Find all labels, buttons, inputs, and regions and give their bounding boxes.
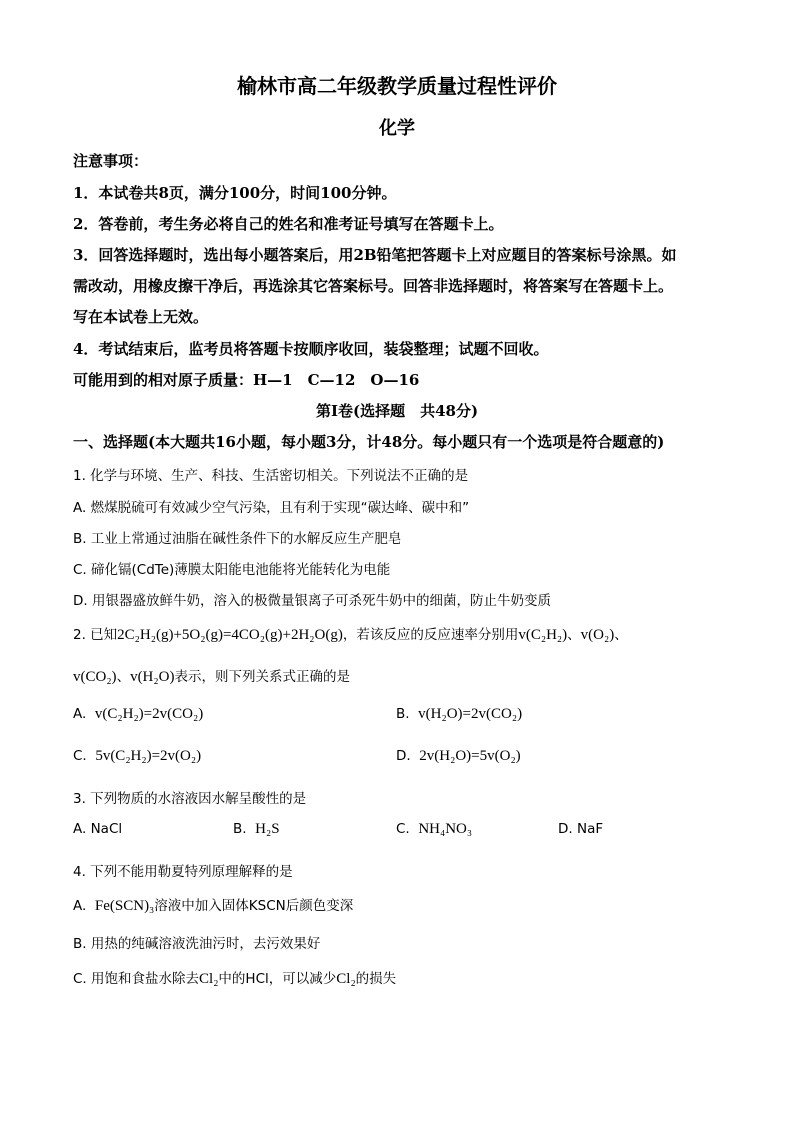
exam-title: 榆林市高二年级教学质量过程性评价 [237, 74, 557, 98]
notice-item-1: 1．本试卷共8页，满分100分，时间100分钟。 [73, 184, 397, 202]
q3-option-c [396, 821, 472, 838]
q1-option-d: D. 用银器盛放鲜牛奶，溶入的极微量银离子可杀死牛奶中的细菌，防止牛奶变质 [73, 593, 551, 609]
notice-heading: 注意事项： [73, 152, 149, 170]
option-text: 溶液中加入固体KSCN后颜色变深 [154, 898, 354, 914]
q4-option-c [73, 967, 396, 988]
q2-suffix: 表示，则下列关系式正确的是 [174, 669, 350, 685]
volume-title: 第I卷(选择题 共48分) [315, 402, 479, 420]
q2-separator: 、 [567, 627, 581, 643]
notice-item-2: 2．答卷前，考生务必将自己的姓名和准考证号填写在答题卡上。 [73, 215, 504, 233]
option-label: C. [73, 748, 87, 764]
q1-option-b: B. 工业上常通过油脂在碱性条件下的水解反应生产肥皂 [73, 531, 402, 547]
option-expression: 2v(H₂O)=5v(O₂) [419, 748, 521, 764]
q3-option-b [233, 821, 280, 838]
q3-option-d: D. NaF [558, 821, 604, 837]
option-expression: v(H₂O)=2v(CO₂) [418, 706, 523, 722]
notice-item-3-line-2: 需改动，用橡皮擦干净后，再选涂其它答案标号。回答非选择题时，将答案写在答题卡上。 [73, 277, 674, 295]
option-expression: NH₄NO₃ [418, 821, 473, 837]
option-expression: H₂S [255, 821, 280, 837]
q4-stem: 4. 下列不能用勒夏特列原理解释的是 [73, 864, 293, 880]
option-label: C. [396, 821, 410, 837]
q2-option-b [396, 706, 522, 723]
option-formula: Cl₂ [199, 971, 219, 987]
q1-option-c: C. 碲化镉(CdTe)薄膜太阳能电池能将光能转化为电能 [73, 562, 391, 578]
q2-option-c [73, 748, 201, 765]
option-label: A. [73, 706, 87, 722]
option-expression: 5v(C₂H₂)=2v(O₂) [95, 748, 202, 764]
q2-option-d [396, 748, 521, 765]
q2-rate-c2h2: v(C₂H₂) [518, 627, 568, 643]
option-text: 的损失 [355, 971, 397, 987]
q2-middle: ，若该反应的反应速率分别用 [342, 627, 519, 643]
notice-item-3-line-3: 写在本试卷上无效。 [73, 308, 209, 326]
option-label: B. [233, 821, 247, 837]
q1-option-a: A. 燃煤脱硫可有效减少空气污染，且有利于实现“碳达峰、碳中和” [73, 500, 470, 516]
q2-rate-co2: v(CO₂) [73, 669, 117, 685]
q2-rate-h2o: v(H₂O) [130, 669, 175, 685]
option-formula: Cl₂ [336, 971, 356, 987]
subject-title: 化学 [379, 118, 415, 139]
q3-option-a: A. NaCl [73, 821, 123, 837]
option-label: A. [73, 898, 87, 914]
q2-equation: 2C₂H₂(g)+5O₂(g)=4CO₂(g)+2H₂O(g) [117, 627, 343, 643]
q4-option-b: B. 用热的纯碱溶液洗油污时，去污效果好 [73, 936, 321, 952]
q4-option-a [73, 894, 353, 915]
option-expression: v(C₂H₂)=2v(CO₂) [94, 706, 204, 722]
q2-rate-o2: v(O₂) [580, 627, 615, 643]
notice-item-4: 4．考试结束后，监考员将答题卡按顺序收回，装袋整理；试题不回收。 [73, 340, 549, 358]
q1-stem: 1. 化学与环境、生产、科技、生活密切相关。下列说法不正确的是 [73, 468, 469, 484]
option-text: 中的HCl，可以减少 [218, 971, 337, 987]
option-label: D. [396, 748, 411, 764]
q2-option-a [73, 706, 203, 723]
notice-item-3-line-1: 3．回答选择题时，选出每小题答案后，用2B铅笔把答题卡上对应题目的答案标号涂黑。如 [73, 246, 677, 264]
q2-prefix: 2. 已知 [73, 627, 118, 643]
q2-stem-line-2 [73, 665, 350, 686]
q2-stem-line-1 [73, 623, 628, 644]
option-text: C. 用饱和食盐水除去 [73, 971, 200, 987]
atomic-mass-line: 可能用到的相对原子质量：H—1 C—12 O—16 [73, 371, 420, 389]
option-expression: Fe(SCN)₃ [94, 898, 155, 914]
q3-stem: 3. 下列物质的水溶液因水解呈酸性的是 [73, 791, 307, 807]
q2-separator: 、 [116, 669, 131, 685]
part-title: 一、选择题(本大题共16小题，每小题3分，计48分。每小题只有一个选项是符合题意的) [73, 433, 665, 451]
option-label: B. [396, 706, 410, 722]
q2-separator: 、 [614, 627, 628, 643]
